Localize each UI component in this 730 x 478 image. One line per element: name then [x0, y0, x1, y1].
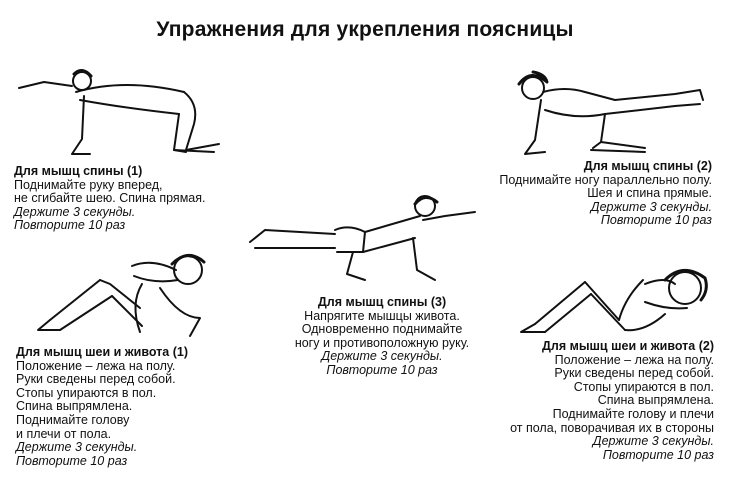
kneeling-arm-raise-icon [14, 64, 224, 164]
kneeling-arm-raise-figure [14, 64, 224, 164]
crunch-figure [30, 248, 220, 343]
exercise-line: от пола, поворачивая их в стороны [510, 420, 714, 435]
exercise-heading: Для мышц спины (1) [14, 164, 143, 178]
exercise-repeat: Повторите 10 раз [602, 447, 714, 462]
exercise-repeat: Повторите 10 раз [600, 213, 712, 228]
exercise-line: Одновременно поднимайте [301, 322, 463, 337]
exercise-line: Спина выпрямлена. [597, 393, 714, 408]
exercise-heading: Для мышц шеи и живота (2) [541, 339, 714, 353]
exercise-line: Поднимайте ногу параллельно полу. [499, 172, 712, 187]
crunch-icon [30, 248, 220, 343]
kneeling-leg-raise-icon [505, 62, 710, 162]
kneeling-leg-raise-figure [505, 62, 710, 162]
exercise-line: Руки сведены перед собой. [16, 372, 176, 387]
exercise-heading: Для мышц спины (3) [317, 295, 447, 309]
exercise-line: Шея и спина прямые. [587, 186, 712, 201]
exercise-hold: Держите 3 секунды. [16, 440, 138, 455]
exercise-line: Стопы упираются в пол. [573, 379, 714, 394]
exercise-heading: Для мышц шеи и живота (1) [16, 345, 189, 359]
exercise-line: Поднимайте голову [16, 412, 130, 427]
exercise-hold: Держите 3 секунды. [592, 434, 714, 449]
exercise-back-1 [14, 165, 205, 233]
twisting-crunch-icon [515, 258, 715, 340]
exercise-line: ногу и противоположную руку. [294, 335, 470, 350]
exercise-line: Напрягите мышцы живота. [304, 308, 460, 323]
exercise-line: Руки сведены перед собой. [554, 366, 714, 381]
exercise-repeat: Повторите 10 раз [16, 453, 128, 468]
exercise-line: Положение – лежа на полу. [554, 352, 714, 367]
exercise-neck-abs-1 [16, 346, 188, 468]
exercise-repeat: Повторите 10 раз [14, 218, 126, 233]
exercise-back-2 [499, 160, 712, 228]
exercise-line: Поднимайте руку вперед, [14, 177, 163, 192]
exercise-line: Спина выпрямлена. [16, 399, 133, 414]
exercise-hold: Держите 3 секунды. [590, 199, 712, 214]
exercise-hold: Держите 3 секунды. [14, 204, 136, 219]
exercise-repeat: Повторите 10 раз [326, 362, 438, 377]
exercise-neck-abs-2 [510, 340, 714, 462]
twisting-crunch-figure [515, 258, 715, 340]
exercise-line: Поднимайте голову и плечи [552, 406, 714, 421]
exercise-back-3 [262, 296, 502, 378]
exercise-hold: Держите 3 секунды. [321, 349, 443, 364]
bird-dog-figure [245, 190, 480, 290]
exercise-line: Положение – лежа на полу. [16, 358, 176, 373]
exercise-heading: Для мышц спины (2) [583, 159, 712, 173]
exercise-line: и плечи от пола. [16, 426, 112, 441]
page-title: Упражнения для укрепления поясницы [156, 18, 574, 41]
bird-dog-icon [245, 190, 480, 290]
exercise-line: Стопы упираются в пол. [16, 385, 157, 400]
exercise-line: не сгибайте шею. Спина прямая. [14, 191, 206, 206]
